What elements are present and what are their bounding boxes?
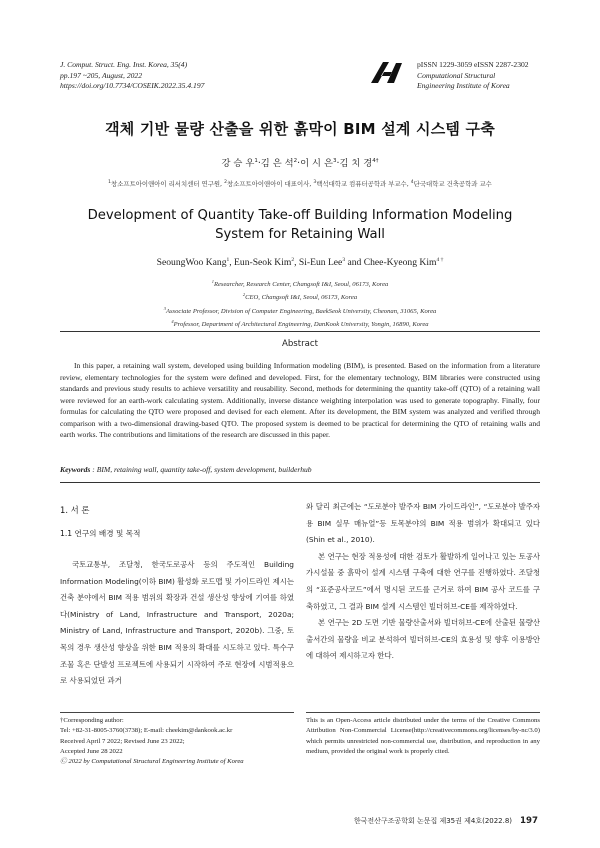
intro-paragraph-2: 와 달리 최근에는 “도로분야 발주자 BIM 가이드라인”, “도로분야 발주자용 BIM 실무 매뉴얼”등 토목분야의 BIM 적용 범위가 확대되고 있다(Shin et al., 2010). — [306, 502, 540, 545]
intro-paragraph-4: 본 연구는 2D 도면 기반 물량산출서와 빌더허브-CE에 산출된 물량산출서간의 물량을 비교 분석하여 빌더허브-CE의 효용성 및 향후 이용방안에 대하여 제시하고자 한다. — [306, 618, 540, 661]
institute-line-2: Engineering Institute of Korea — [417, 81, 510, 90]
title-korean: 객체 기반 물량 산출을 위한 흙막이 BIM 설계 시스템 구축 — [105, 120, 495, 138]
author-en-3: , Si-Eun Lee — [294, 257, 343, 269]
affil-1: 창소프트아이앤아이 리서치센터 연구원, — [111, 180, 225, 188]
footnote-copyright: Ⓒ 2022 by Computational Structural Engineering Institute of Korea — [60, 758, 244, 766]
footnote-corresponding — [60, 716, 294, 767]
affil-2: 창소프트아이앤아이 대표이사, — [227, 180, 314, 188]
affiliations-english — [0, 277, 600, 331]
separator: · — [257, 158, 261, 169]
author-3-mark: 3 — [332, 157, 337, 164]
authors-english — [0, 257, 600, 268]
affiliations-korean — [30, 179, 570, 188]
affil-3: 백석대학교 컴퓨터공학과 부교수, — [316, 180, 411, 188]
affil-en-3-mark: 3 — [163, 305, 166, 311]
subsection-heading: 1.1 연구의 배경 및 목적 — [60, 529, 141, 538]
keywords-label: Keywords — [60, 465, 91, 474]
coseik-logo-icon — [368, 58, 404, 88]
footnote-contact: Tel: +82-31-8005-3760(3738); E-mail: cheekim@dankook.ac.kr — [60, 727, 233, 735]
affil-1-mark: 1 — [108, 179, 112, 185]
issn-block — [417, 60, 529, 92]
author-en-2: , Eun-Seok Kim — [229, 257, 292, 269]
affil-en-3 — [0, 304, 600, 317]
page-number: 197 — [520, 816, 538, 826]
abstract-heading: Abstract — [281, 339, 319, 349]
footnote-license: This is an Open-Access article distributed under the terms of the Creative Commons Attribution Non-Commercial License(http://creativecommons.org/licenses/by-nc/3.0) which permits unrestricted non-commercial use, distribution, and reproduction in any medium, provided the original work is properly cited. — [306, 717, 540, 755]
affil-en-2-text: CEO, Changsoft I&I, Seoul, 06173, Korea — [245, 294, 358, 302]
footnote-rule-left — [60, 712, 294, 713]
affil-4-mark: 4 — [410, 179, 414, 185]
separator: · — [297, 158, 301, 169]
authors-korean — [0, 155, 600, 169]
journal-citation — [60, 60, 204, 92]
journal-pages: pp.197 ~205, August, 2022 — [60, 70, 143, 80]
author-en-4-mark: 4 † — [436, 257, 444, 263]
affil-3-mark: 3 — [313, 179, 317, 185]
author-en-3-mark: 3 — [342, 257, 346, 263]
separator: · — [336, 158, 340, 169]
abstract-body: In this paper, a retaining wall system, developed using building Information modeling (BIM), is presented. Based on the information from a literature review, elementary technologies for the system were defined and developed. First, for the elementary technology, BIM libraries were constructed using standards and previous study results to achieve versatility and reusability. Second, methods for determining the quantity take-off (QTO) of a retaining wall were reviewed for an earth-work calculating system. Additionally, inverse distance weighting interpolation was used to generate topography. Finally, four formulas for calculating the QTO were proposed and devised for each element. After its development, the BIM system was analyzed and verified through comparison with a two-dimensional drawing-based QTO. The proposed system is deemed to be practical for determining the QTO of retaining walls and earth works. The contributions and limitations of the research are discussed in this paper. — [60, 361, 540, 439]
section-heading: 1. 서 론 — [60, 505, 90, 515]
author-en-1: SeoungWoo Kang — [156, 257, 227, 269]
affil-en-3-text: Associate Professor, Division of Computer Engineering, BaekSeok University, Cheonan, 31065, Korea — [165, 307, 437, 315]
page-footer — [354, 816, 538, 826]
footnote-rule-right — [306, 712, 540, 713]
footnote-received: Received April 7 2022; Revised June 23 2022; — [60, 737, 185, 745]
title-english-line-1: Development of Quantity Take-off Building Information Modeling — [87, 208, 513, 223]
author-3: 이 시 은 — [300, 158, 333, 169]
title-english-line-2: System for Retaining Wall — [215, 227, 385, 242]
doi-link[interactable]: https://doi.org/10.7734/COSEIK.2022.35.4.197 — [60, 81, 205, 90]
issn: pISSN 1229-3059 eISSN 2287-2302 — [417, 60, 529, 69]
intro-paragraph-1: 국토교통부, 조달청, 한국도로공사 등의 주도적인 Building Information Modeling(이하 BIM) 활성화 로드맵 및 가이드라인 제시는 건축 분야에서 BIM 적용 범위의 확장과 건설 생산성 향상에 기여를 하였다(Ministry of Land, Infrastructure and Transport, 2020a; Ministry of Land, Infrastructure and Transport, 2020b). 그중, 토목의 경우 생산성 향상을 위한 BIM 적용의 확대를 시도하고 있다. 특수구조물 혹은 단발성 프로젝트에 사용되기 시작하여 주로 현장에 시범적용으로 사용되었던 과거 — [60, 560, 294, 686]
author-en-4: and Chee-Kyeong Kim — [345, 257, 437, 269]
right-column-body — [306, 499, 540, 665]
title-english — [0, 206, 600, 244]
author-en-2-mark: 2 — [291, 257, 295, 263]
keywords — [60, 465, 540, 474]
intro-paragraph-3: 본 연구는 현장 적용성에 대한 검토가 활발하게 일어나고 있는 토공사 가시설물 중 흙막이 설계 시스템 구축에 대한 연구를 진행하였다. 조달청의 “표준공사코드”에서 명시된 코드를 근거로 하여 BIM 공사 코드를 구축하였고, 그 결과 BIM 설계 시스템인 빌더허브-CE를 제작하였다. — [306, 551, 540, 611]
author-1: 강 승 우 — [221, 158, 255, 169]
affil-4: 단국대학교 건축공학과 교수 — [413, 180, 492, 188]
author-2: 김 은 석 — [260, 158, 294, 169]
footnote-corresponding-author: †Corresponding author: — [60, 717, 124, 724]
affil-en-1-text: Researcher, Research Center, Changsoft I&I, Seoul, 06173, Korea — [213, 281, 389, 289]
affil-en-4-mark: 4 — [171, 319, 174, 325]
abstract-top-rule — [60, 331, 540, 332]
affil-en-1 — [0, 277, 600, 290]
footer-journal: 한국전산구조공학회 논문집 제35권 제4호(2022.8) — [353, 817, 513, 825]
author-en-1-mark: 1 — [226, 257, 230, 263]
affil-en-2 — [0, 290, 600, 303]
affil-en-4 — [0, 317, 600, 330]
footnote-accepted: Accepted June 28 2022 — [60, 747, 123, 755]
keywords-text: : BIM, retaining wall, quantity take-off, system development, builderhub — [90, 465, 312, 474]
journal-name: J. Comput. Struct. Eng. Inst. Korea, 35(4) — [60, 60, 188, 69]
affil-en-4-text: Professor, Department of Architectural Engineering, DanKook University, Yongin, 16890, Korea — [173, 321, 429, 329]
affil-en-2-mark: 2 — [242, 292, 246, 298]
abstract-bottom-rule — [60, 482, 540, 483]
affil-2-mark: 2 — [224, 179, 227, 185]
author-1-mark: 1 — [254, 157, 258, 164]
left-column-body — [60, 557, 294, 690]
institute-line-1: Computational Structural — [417, 70, 496, 80]
affil-en-1-mark: 1 — [211, 279, 214, 284]
author-4: 김 치 경 — [339, 158, 373, 169]
author-4-mark: 4† — [372, 157, 379, 164]
author-2-mark: 2 — [293, 157, 298, 164]
